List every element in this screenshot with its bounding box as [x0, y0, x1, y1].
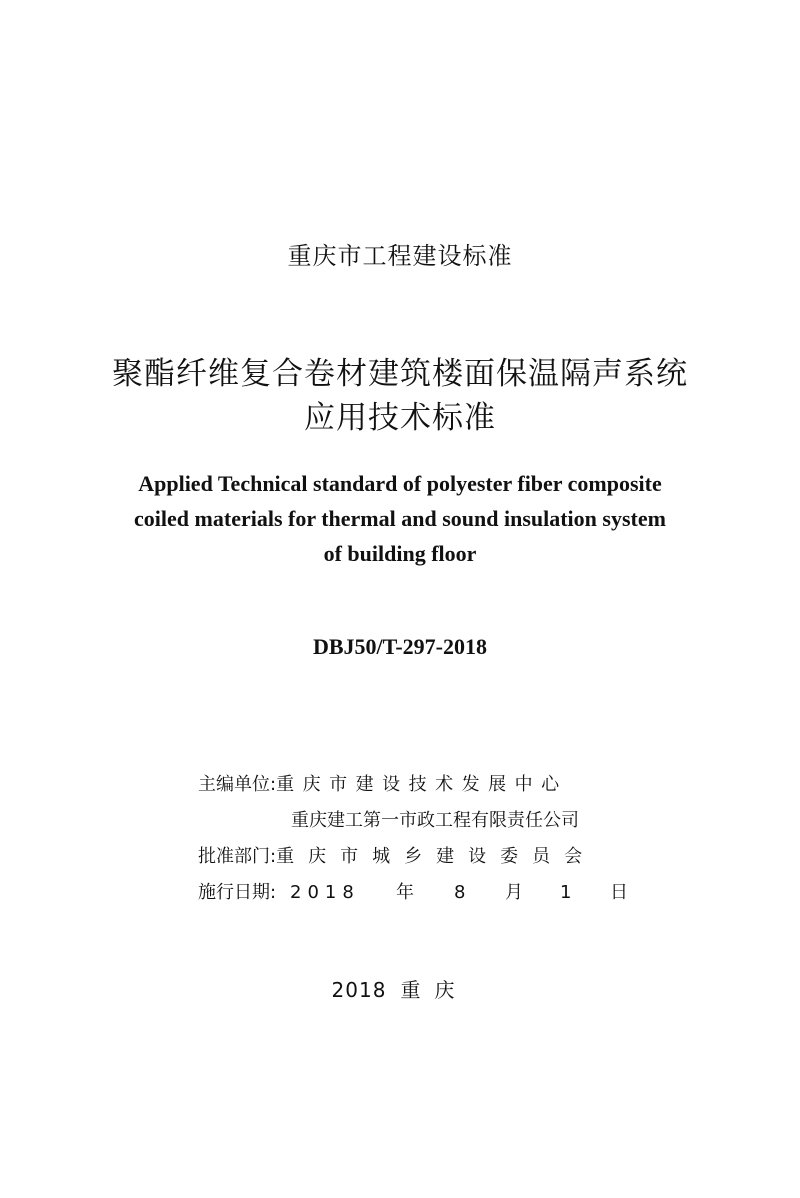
title-english-line-2: coiled materials for thermal and sound insulation system — [134, 506, 666, 531]
editor-primary: 重庆市建设技术发展中心 — [276, 774, 568, 795]
title-chinese — [0, 352, 800, 440]
effective-day-unit: 日 — [610, 882, 628, 903]
title-chinese-line-1: 聚酯纤维复合卷材建筑楼面保温隔声系统 — [112, 356, 688, 392]
footer — [0, 974, 800, 1003]
editor-secondary-row — [291, 810, 731, 832]
effective-date-label: 施行日期: — [198, 882, 277, 903]
approval-row — [198, 846, 638, 868]
standard-series: 重庆市工程建设标准 — [287, 242, 513, 270]
title-chinese-line-2: 应用技术标准 — [304, 400, 496, 436]
editor-row — [198, 774, 638, 796]
effective-month: 8 — [454, 882, 466, 903]
approval-label: 批准部门: — [198, 846, 277, 867]
effective-date-row — [198, 882, 638, 904]
title-english-line-3: of building floor — [323, 541, 477, 566]
effective-day: 1 — [560, 882, 572, 903]
editor-secondary: 重庆建工第一市政工程有限责任公司 — [291, 810, 579, 831]
effective-year-unit: 年 — [396, 882, 414, 903]
effective-month-unit: 月 — [505, 882, 523, 903]
title-english — [0, 466, 800, 571]
effective-year: 2018 — [290, 882, 360, 903]
footer-year: 2018 — [331, 978, 387, 1002]
editor-label: 主编单位: — [198, 774, 277, 795]
footer-place: 重庆 — [400, 978, 469, 1002]
standard-code: DBJ50/T-297-2018 — [313, 634, 487, 659]
title-english-line-1: Applied Technical standard of polyester fiber composite — [138, 471, 662, 496]
approval-department: 重庆市城乡建设委员会 — [276, 846, 597, 867]
